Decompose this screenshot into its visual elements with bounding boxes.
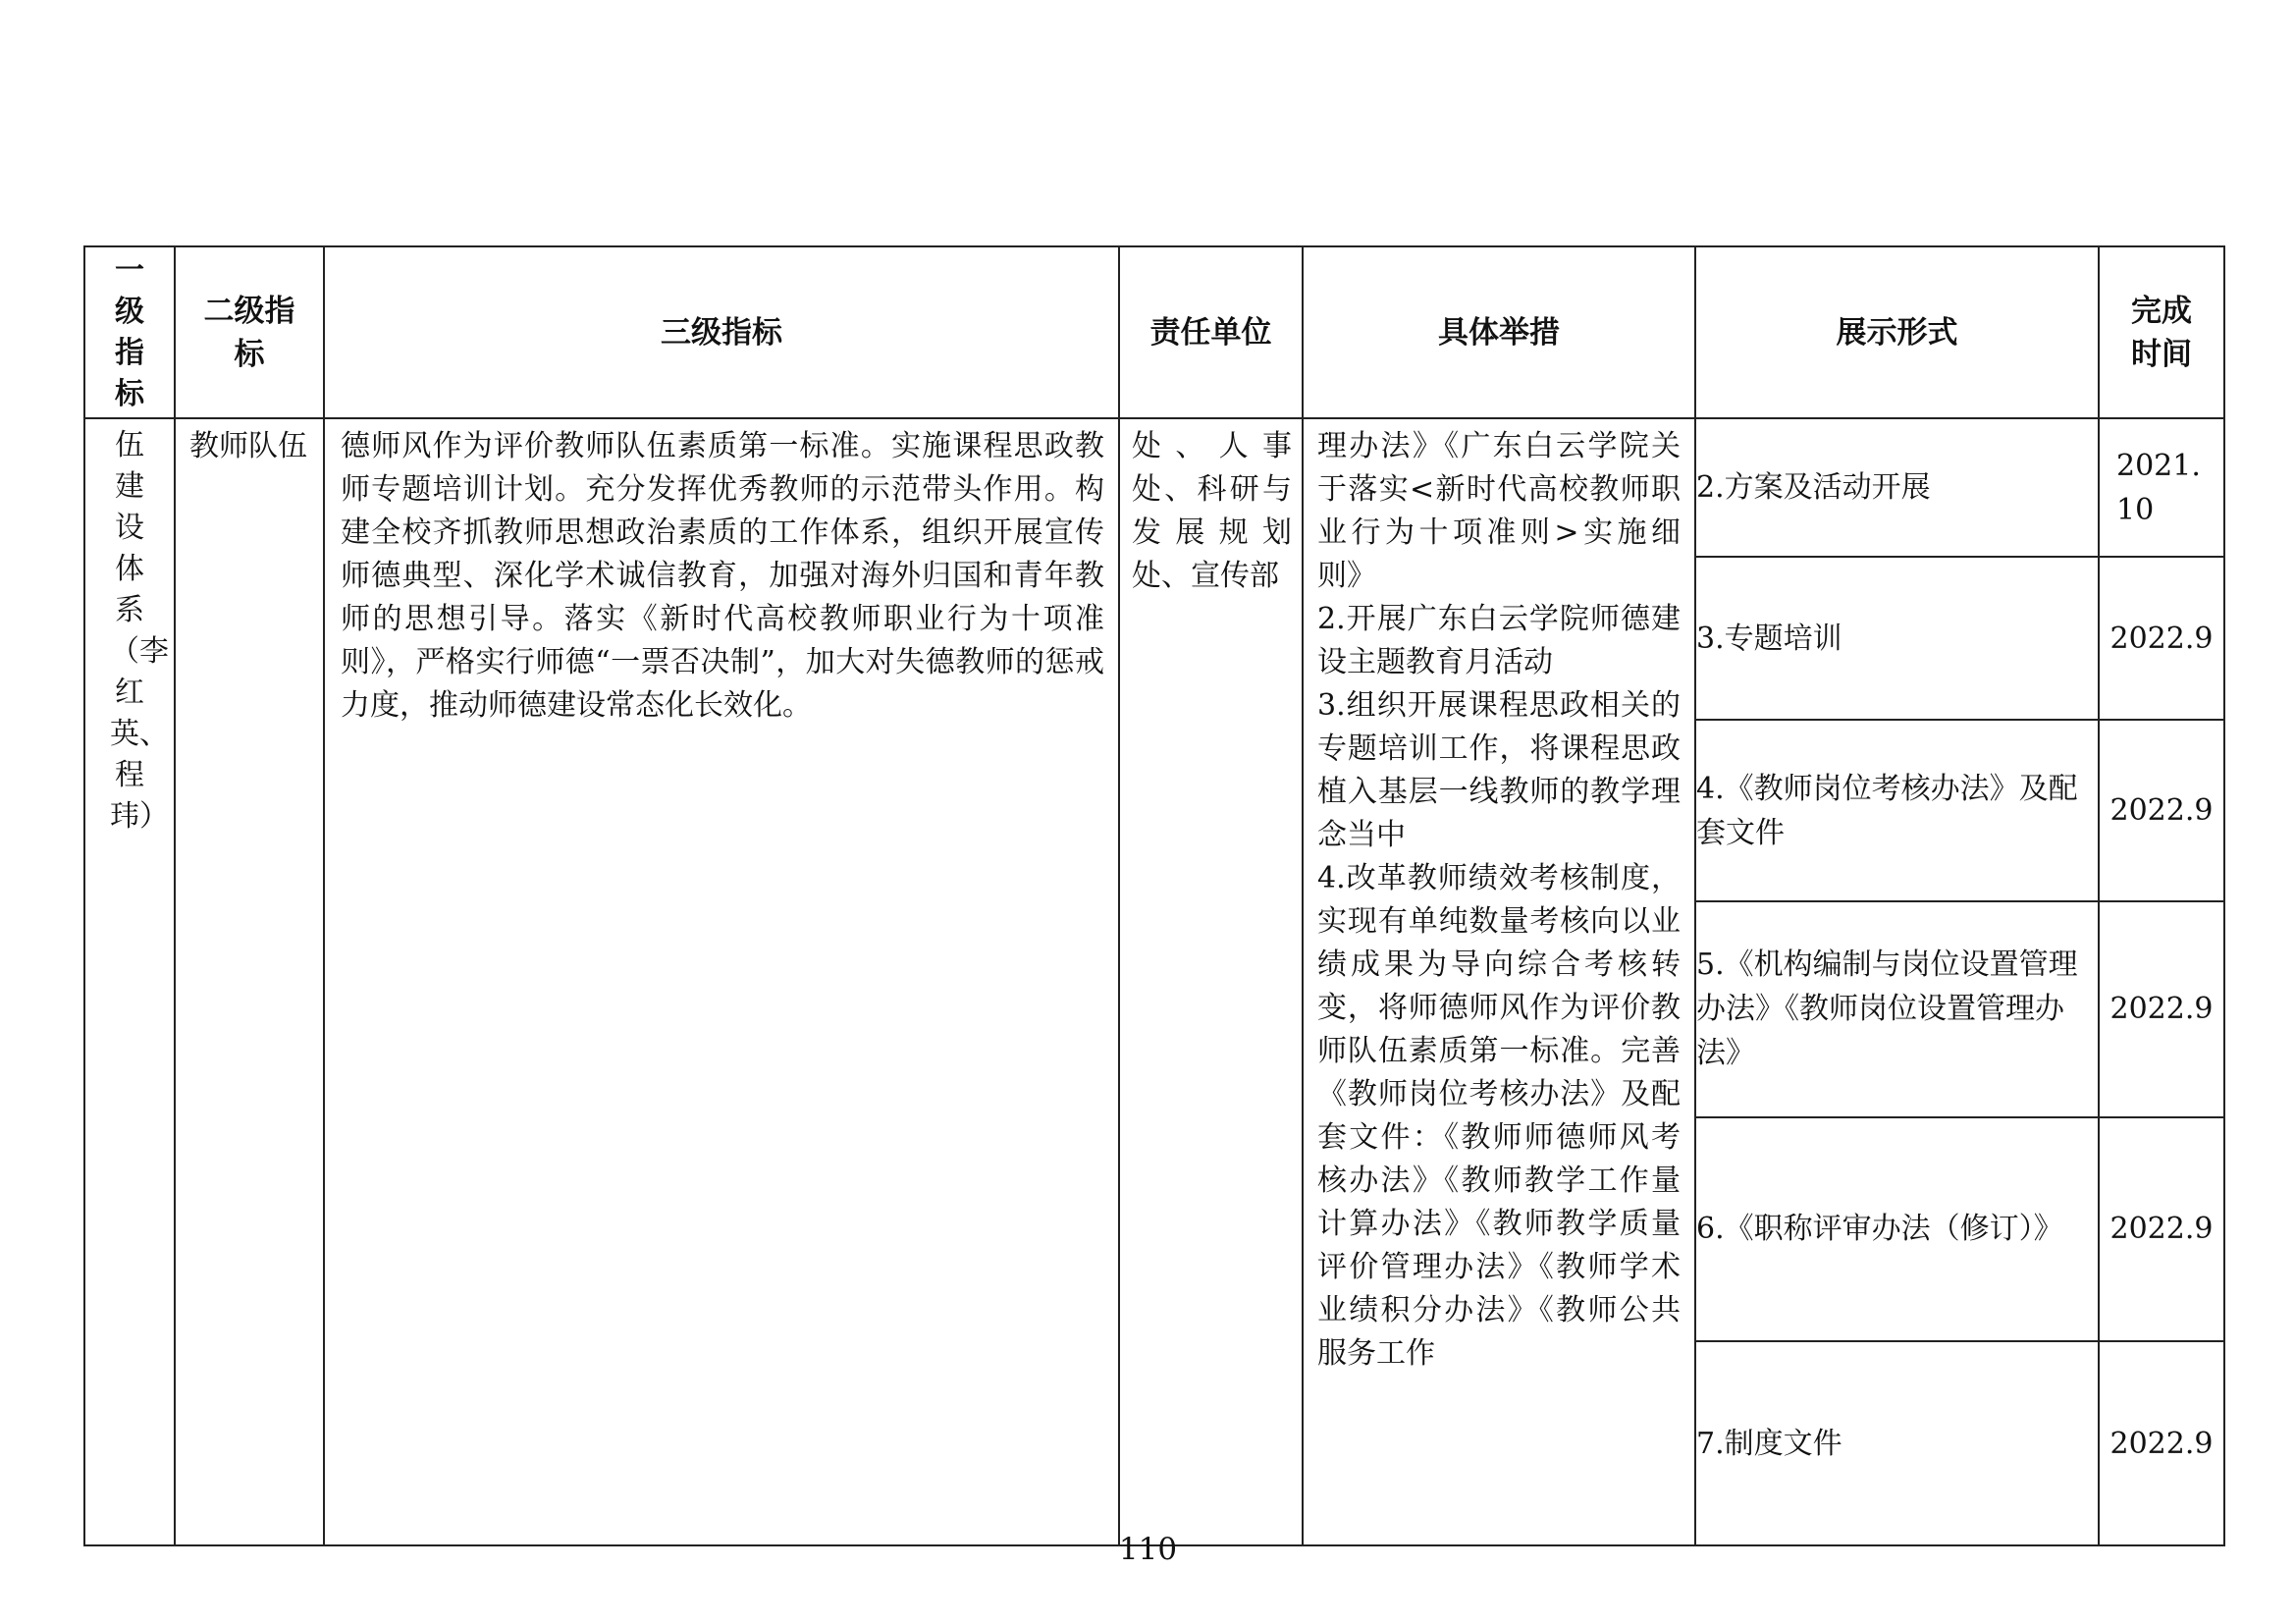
level1-text: 伍建设体系（李红英、程玮）: [110, 428, 169, 834]
page-number: 110: [1118, 1532, 1178, 1567]
indicator-table: [83, 245, 2225, 1546]
measure-item: 3.组织开展课程思政相关的专题培训工作，将课程思政植入基层一线教师的教学理念当中: [1317, 688, 1681, 852]
measures-cell: [1303, 418, 1695, 1545]
level3-text: 德师风作为评价教师队伍素质第一标准。实施课程思政教师专题培训计划。充分发挥优秀教师的示范带头作用。构建全校齐抓教师思想政治素质的工作体系，组织开展宣传师德典型、深化学术诚信教育，加强对海外归国和青年教师的思想引导。落实《新时代高校教师职业行为十项准则》，严格实行师德“一票否决制”，加大对失德教师的惩戒力度，推动师德建设常态化长效化。: [341, 429, 1104, 723]
display-form: 3.专题培训: [1695, 557, 2099, 720]
level2-text: 教师队伍: [189, 429, 307, 463]
measure-item: 4.改革教师绩效考核制度，实现有单纯数量考核向以业绩成果为导向综合考核转变，将师德师风作为评价教师队伍素质第一标准。完善《教师岗位考核办法》及配套文件：《教师师德师风考核办法》《教师教学工作量计算办法》《教师教学质量评价管理办法》《教师学术业绩积分办法》《教师公共服务工作: [1317, 861, 1681, 1371]
completion-time: 2022.9: [2099, 557, 2224, 720]
display-form: 2.方案及活动开展: [1695, 418, 2099, 557]
level3-cell: [324, 418, 1119, 1545]
header-row: [84, 246, 2224, 418]
completion-time: 2022.9: [2099, 720, 2224, 901]
unit-text: 处、人事处、科研与发展规划处、宣传部: [1132, 429, 1292, 593]
unit-cell: [1119, 418, 1303, 1545]
header-level2: 二级指标: [175, 246, 324, 418]
header-time: 完成时间: [2099, 246, 2224, 418]
display-form: 7.制度文件: [1695, 1341, 2099, 1545]
completion-time: 2022.9: [2099, 1117, 2224, 1342]
level2-cell: [175, 418, 324, 1545]
header-measures: 具体举措: [1303, 246, 1695, 418]
measures-list: [1304, 419, 1694, 1544]
header-unit: 责任单位: [1119, 246, 1303, 418]
completion-time: 2022.9: [2099, 1341, 2224, 1545]
level1-cell: [84, 418, 175, 1545]
header-level3: 三级指标: [324, 246, 1119, 418]
display-form: 4.《教师岗位考核办法》及配套文件: [1695, 720, 2099, 901]
measure-item: 2.开展广东白云学院师德建设主题教育月活动: [1317, 602, 1681, 679]
header-level1: 一级指标: [84, 246, 175, 418]
display-form: 6.《职称评审办法（修订）》: [1695, 1117, 2099, 1342]
display-form: 5.《机构编制与岗位设置管理办法》《教师岗位设置管理办法》: [1695, 901, 2099, 1116]
table-row: [84, 418, 2224, 557]
header-display: 展示形式: [1695, 246, 2099, 418]
measure-item: 理办法》《广东白云学院关于落实<新时代高校教师职业行为十项准则>实施细则》: [1317, 429, 1681, 593]
completion-time: 2022.9: [2099, 901, 2224, 1116]
completion-time: 2021.10: [2099, 418, 2224, 557]
